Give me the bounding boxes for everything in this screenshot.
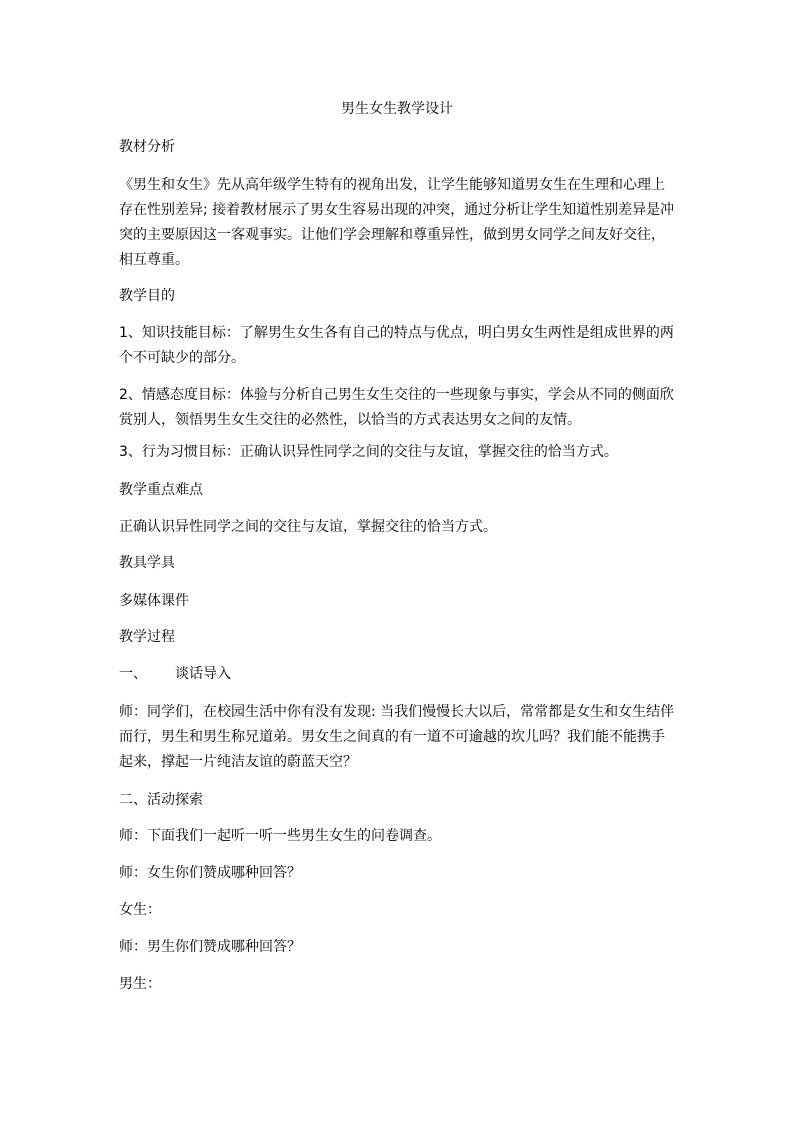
- heading-goals: 教学目的: [119, 288, 175, 304]
- teacher-intro-paragraph: 师：同学们，在校园生活中你有没有发现: 当我们慢慢长大以后，常常都是女生和女生结伴而行，男生和男生称兄道弟。男女生之间真的有一道不可逾越的坎儿吗？我们能不能携手起来，撑起一片纯洁友谊的蔚蓝天空？: [119, 704, 675, 770]
- teacher-ask-girls-line: 师：女生你们赞成哪种回答？: [119, 865, 301, 881]
- tools-paragraph: 多媒体课件: [119, 593, 189, 609]
- section-number: 一、: [119, 666, 147, 682]
- heading-materials: 教材分析: [119, 139, 175, 155]
- key-points-paragraph: 正确认识异性同学之间的交往与友谊，掌握交往的恰当方式。: [119, 519, 497, 535]
- section-activity-heading: 二、活动探索: [119, 792, 203, 808]
- goal-knowledge: 1、知识技能目标：了解男生女生各有自己的特点与优点，明白男女生两性是组成世界的两个不可缺少的部分。: [119, 325, 674, 366]
- heading-key-points: 教学重点难点: [119, 482, 203, 498]
- materials-paragraph: 《男生和女生》先从高年级学生特有的视角出发，让学生能够知道男女生在生理和心理上存在性别差异; 接着教材展示了男女生容易出现的冲突，通过分析让学生知道性别差异是冲突的主要原因这一客观事实。让他们学会理解和尊重异性，做到男女同学之间友好交往，相互尊重。: [119, 177, 675, 268]
- heading-tools: 教具学具: [119, 555, 175, 571]
- heading-process: 教学过程: [119, 629, 175, 645]
- boys-answer-label: 男生：: [119, 976, 161, 992]
- section-title: 谈话导入: [175, 666, 231, 682]
- goal-behavior: 3、行为习惯目标：正确认识异性同学之间的交往与友谊，掌握交往的恰当方式。: [119, 444, 618, 460]
- teacher-ask-boys-line: 师：男生你们赞成哪种回答？: [119, 939, 301, 955]
- girls-answer-label: 女生：: [119, 902, 161, 918]
- section-intro-heading: [119, 662, 231, 687]
- document-title: 男生女生教学设计: [341, 101, 453, 117]
- teacher-survey-line: 师：下面我们一起听一听一些男生女生的问卷调查。: [119, 828, 441, 844]
- goal-emotion: 2、情感态度目标：体验与分析自己男生女生交往的一些现象与事实，学会从不同的侧面欣赏别人，领悟男生女生交往的必然性，以恰当的方式表达男女之间的友情。: [119, 387, 674, 428]
